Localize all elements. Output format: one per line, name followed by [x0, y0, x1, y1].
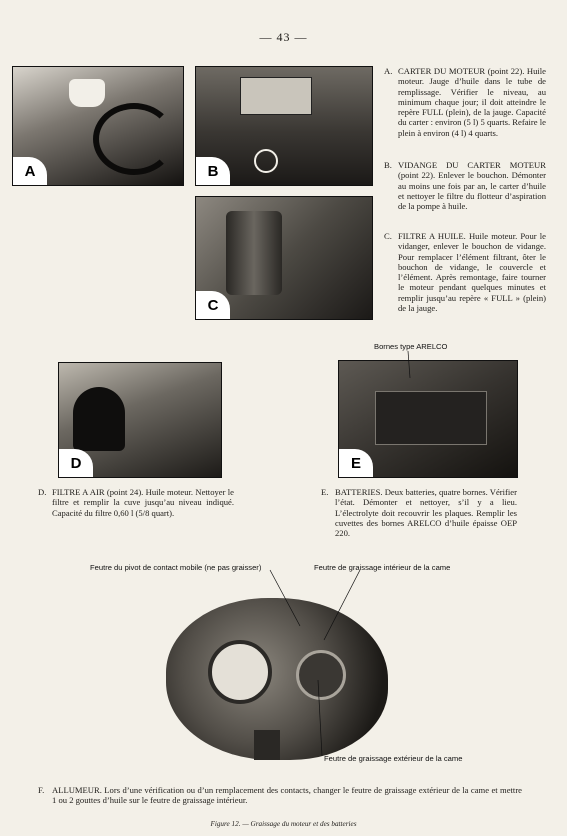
item-letter: C. [384, 231, 392, 241]
item-text: BATTERIES. Deux batteries, quatre bornes. Vérifier l’état. Démonter et nettoyer, s’il y a lieu. L’électrolyte doit recouvrir les plaques. Remplir les cuvettes des bornes ARELCO d’huile épaisse OEP 220. [335, 487, 517, 539]
item-text: CARTER DU MOTEUR (point 22). Huile moteur. Jauge d’huile dans le tube de remplissage. Vérifier le niveau, au minimum chaque jour; il doit atteindre le repère FULL (plein), de la jauge. Capacité du carter : environ (5 l) 5 quarts. Refaire le plein à environ (4 l) 4 quarts. [398, 66, 546, 138]
item-letter: E. [321, 487, 329, 497]
photo-label-e: E [339, 449, 373, 477]
photo-label-a: A [13, 157, 47, 185]
callout-feutre-exterieur: Feutre de graissage extérieur de la came [324, 754, 463, 763]
item-text: VIDANGE DU CARTER MOTEUR (point 22). Enlever le bouchon. Démonter au moins une fois par an, le carter d’huile et nettoyer le filtre du flotteur d’aspiration de la pompe à huile. [398, 160, 546, 212]
photo-label-b: B [196, 157, 230, 185]
figure-caption: Figure 12. — Graissage du moteur et des batteries [210, 820, 357, 828]
photo-label-d: D [59, 449, 93, 477]
callout-feutre-pivot: Feutre du pivot de contact mobile (ne pas graisser) [90, 563, 262, 572]
leader-interieur [324, 570, 360, 640]
leader-pivot [270, 570, 300, 626]
item-letter: A. [384, 66, 393, 76]
item-f-allumeur [38, 785, 522, 809]
item-text: FILTRE A HUILE. Huile moteur. Pour le vidanger, enlever le bouchon de vidange. Pour remplacer l’élément filtrant, ôter le bouchon de vidange, le couvercle et l’élément. Après remontage, faire tourner le moteur pendant quelques minutes et remplir jusqu’au repère « FULL » (plein) de la jauge. [398, 231, 546, 314]
item-text: ALLUMEUR. Lors d’une vérification ou d’un remplacement des contacts, changer le feutre de graissage extérieur de la came et mettre 1 ou 2 gouttes d’huile sur le feutre de graissage intérieur. [52, 785, 522, 806]
leader-bornes [408, 351, 410, 378]
callout-bornes-arelco: Bornes type ARELCO [374, 342, 448, 351]
item-letter: B. [384, 160, 392, 170]
item-letter: F. [38, 785, 45, 795]
item-text: FILTRE A AIR (point 24). Huile moteur. Nettoyer le filtre et remplir la cuve jusqu’au niveau indiqué. Capacité du filtre 0,60 l (5/8 quart). [52, 487, 234, 518]
leader-exterieur [318, 680, 322, 756]
photo-label-c: C [196, 291, 230, 319]
page-number: — 43 — [259, 30, 308, 44]
callout-feutre-interieur: Feutre de graissage intérieur de la came [314, 563, 451, 572]
item-letter: D. [38, 487, 47, 497]
